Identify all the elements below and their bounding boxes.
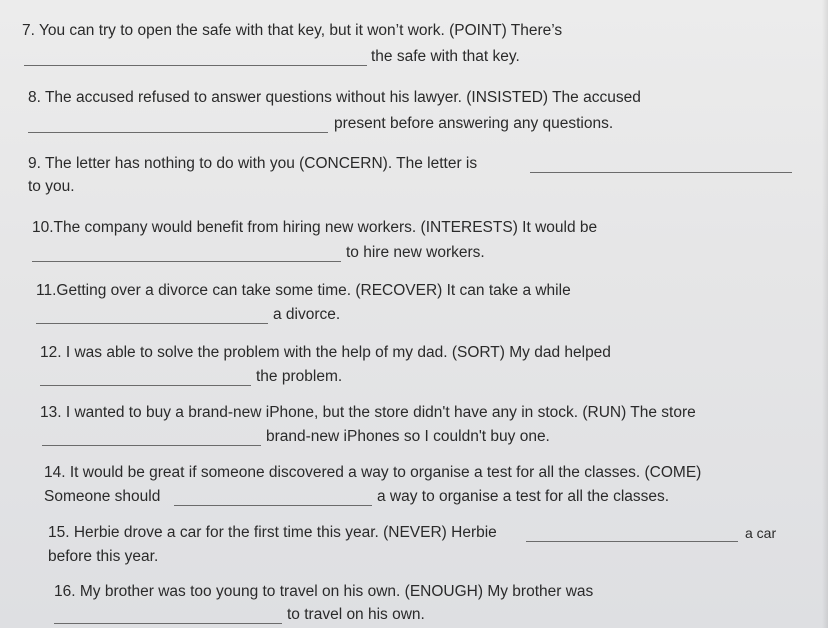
item-10-blank[interactable] <box>32 261 341 262</box>
item-12-blank[interactable] <box>40 385 251 386</box>
item-8-prompt: 8. The accused refused to answer questions without his lawyer. (INSISTED) The accused <box>28 89 641 106</box>
item-12-prompt: 12. I was able to solve the problem with the help of my dad. (SORT) My dad helped <box>40 344 611 361</box>
item-7-blank[interactable] <box>24 65 367 66</box>
item-14-blank[interactable] <box>174 505 372 506</box>
item-8-blank[interactable] <box>28 132 328 133</box>
item-15-completion: before this year. <box>48 548 159 565</box>
item-13-blank[interactable] <box>42 445 261 446</box>
item-14-lead: Someone should <box>44 488 161 505</box>
item-14-prompt: 14. It would be great if someone discovered a way to organise a test for all the classes. (COME) <box>44 464 702 481</box>
item-13-prompt: 13. I wanted to buy a brand-new iPhone, but the store didn't have any in stock. (RUN) The store <box>40 404 696 421</box>
item-15-tail: a car <box>745 525 777 541</box>
item-13-completion: brand-new iPhones so I couldn't buy one. <box>266 428 550 445</box>
item-8-completion: present before answering any questions. <box>334 115 614 132</box>
item-11-prompt: 11.Getting over a divorce can take some time. (RECOVER) It can take a while <box>36 282 571 299</box>
item-16-blank[interactable] <box>54 623 282 624</box>
item-12-completion: the problem. <box>256 368 343 385</box>
item-14-completion: a way to organise a test for all the classes. <box>377 488 670 505</box>
item-15-prompt: 15. Herbie drove a car for the first time this year. (NEVER) Herbie <box>48 524 497 541</box>
item-11-blank[interactable] <box>36 323 268 324</box>
item-7-completion: the safe with that key. <box>371 48 520 65</box>
item-9-completion: to you. <box>28 178 75 195</box>
item-11-completion: a divorce. <box>273 306 341 323</box>
item-10-prompt: 10.The company would benefit from hiring new workers. (INTERESTS) It would be <box>32 219 598 236</box>
item-15-blank[interactable] <box>526 541 738 542</box>
screen-edge-shadow <box>822 0 828 628</box>
item-16-prompt: 16. My brother was too young to travel on his own. (ENOUGH) My brother was <box>54 583 594 600</box>
item-16-completion: to travel on his own. <box>287 606 425 623</box>
item-9-prompt: 9. The letter has nothing to do with you (CONCERN). The letter is <box>28 155 478 172</box>
item-9-blank[interactable] <box>530 172 792 173</box>
item-10-completion: to hire new workers. <box>346 244 485 261</box>
item-7-prompt: 7. You can try to open the safe with that key, but it won’t work. (POINT) There’s <box>22 22 563 39</box>
